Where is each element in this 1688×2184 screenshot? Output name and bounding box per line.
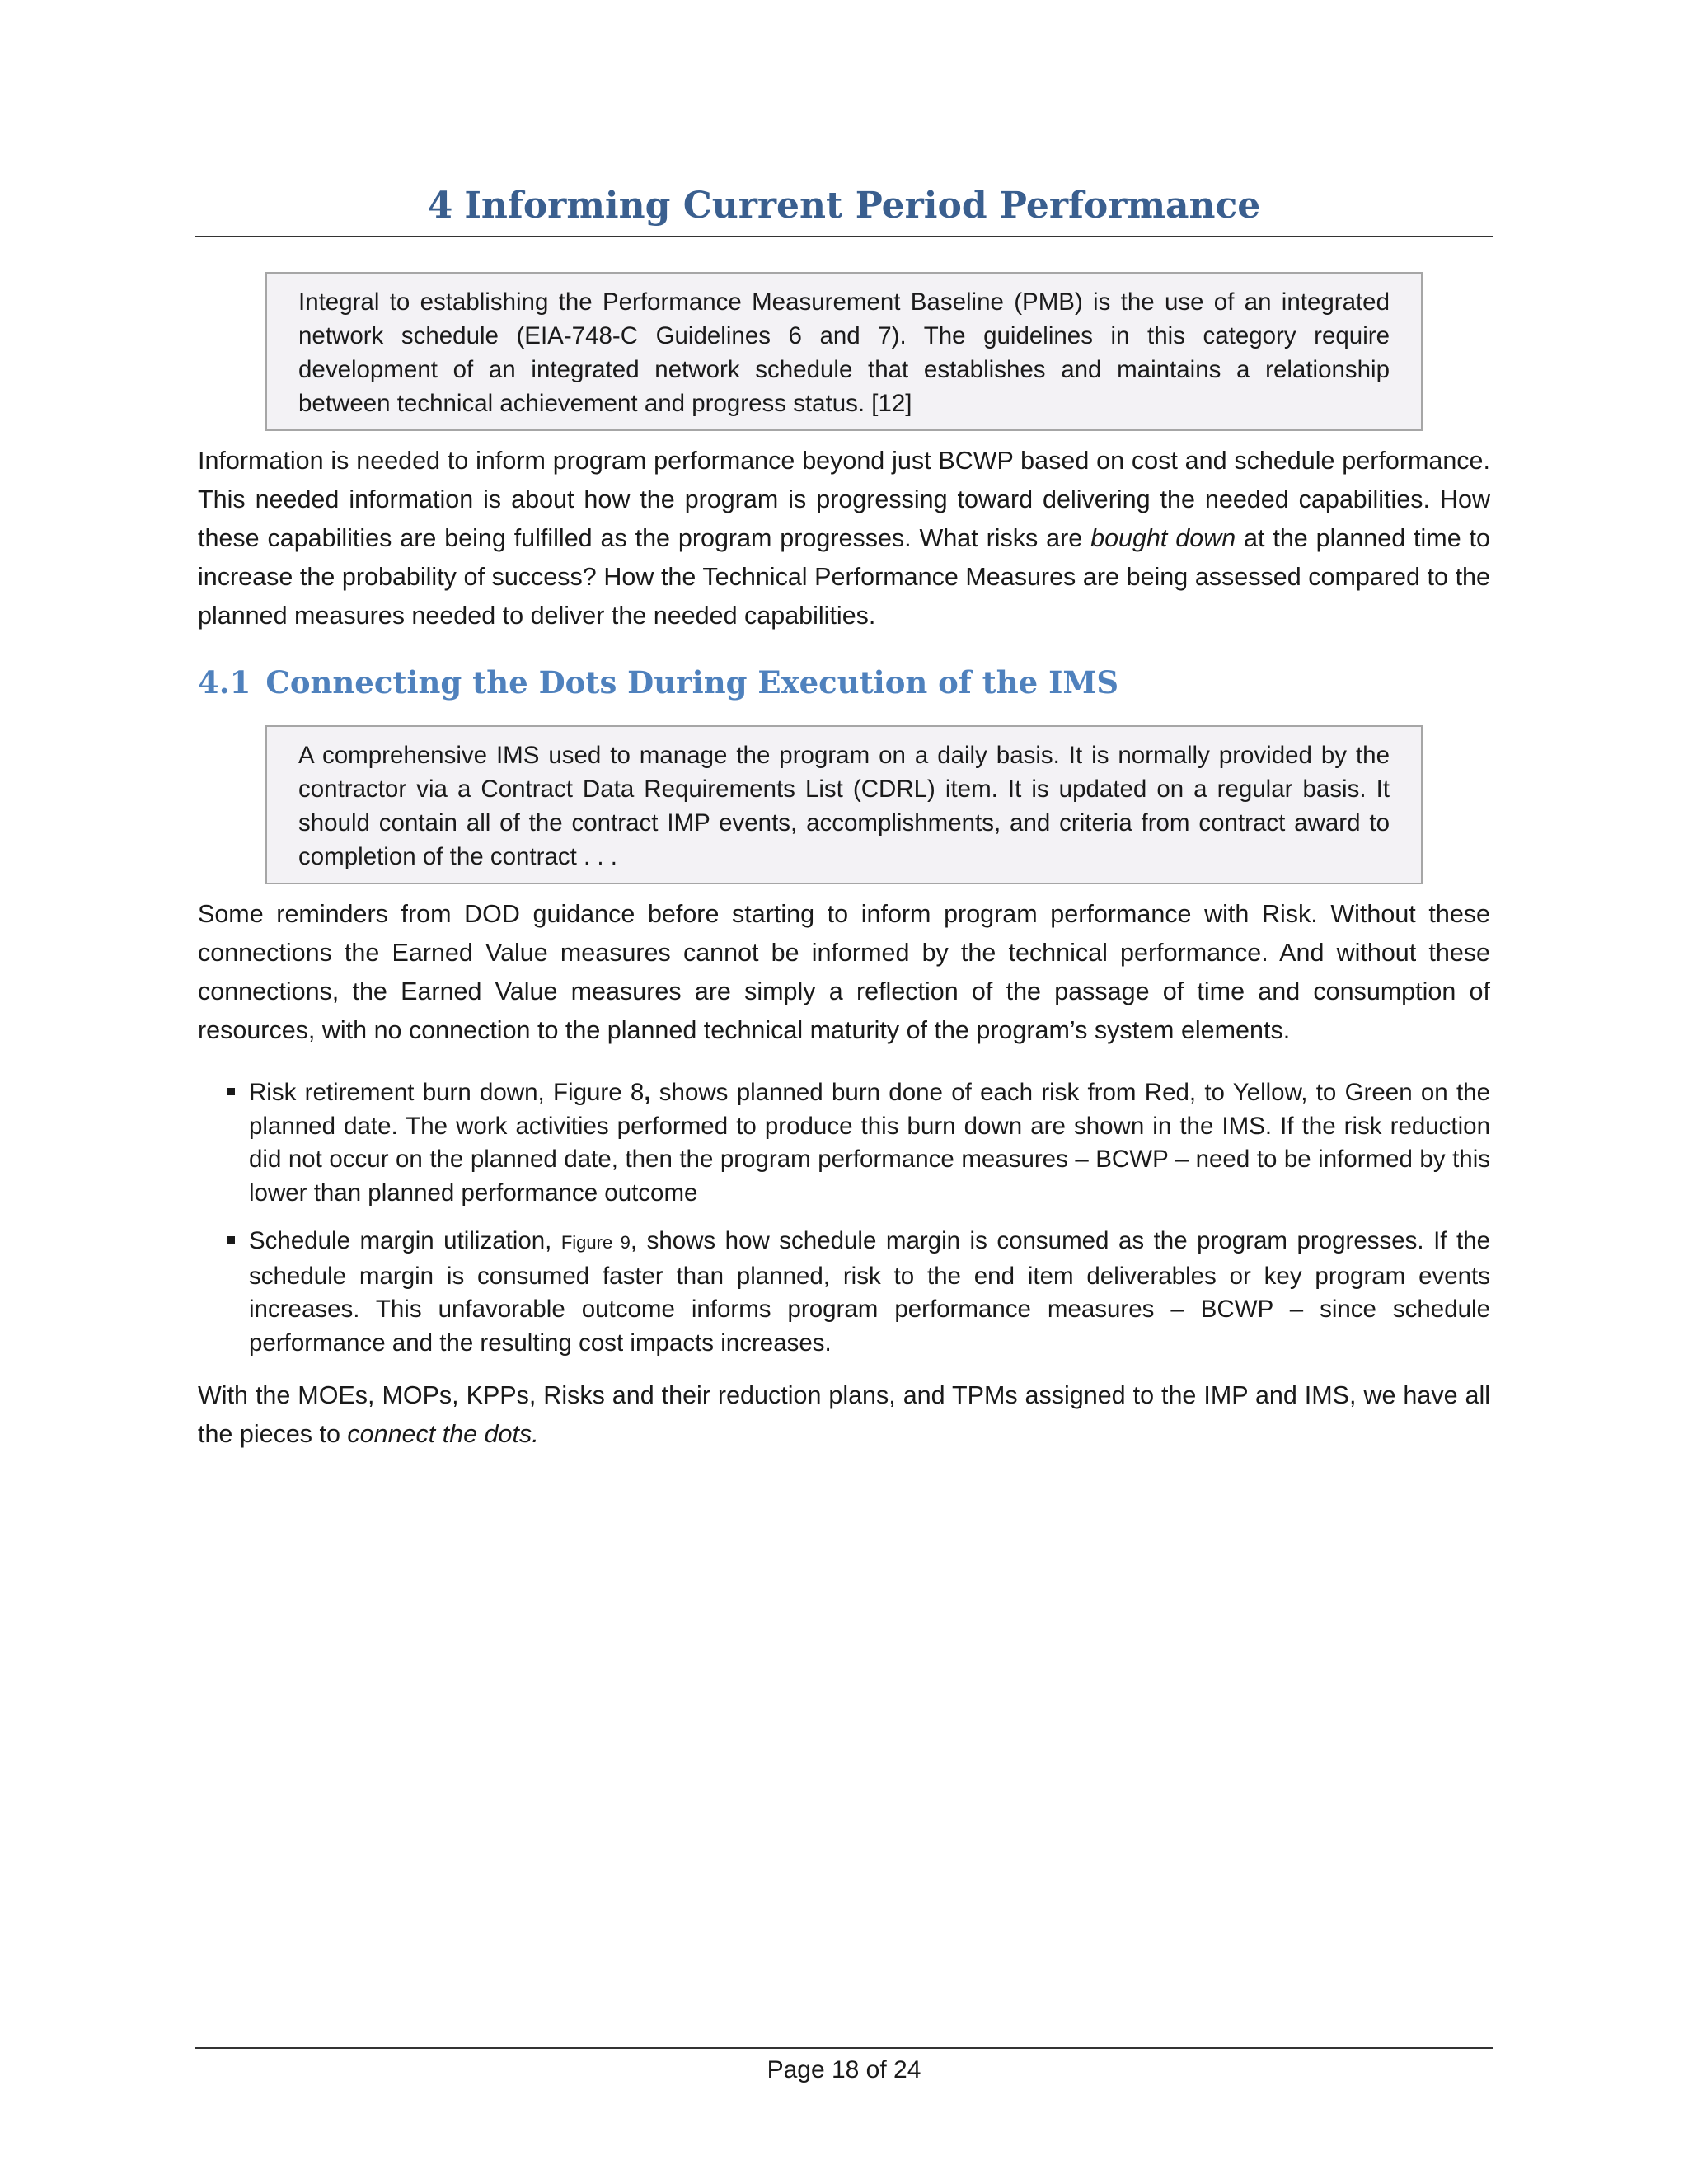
ims-definition-text: A comprehensive IMS used to manage the program on a daily basis. It is normally provided by the contractor via a Contract Data Requirements List (CDRL) item. It is updated on a regular basis. It should contain all of the contract IMP events, accomplishments, and criteria from contract award to completion of the contract . . . xyxy=(298,742,1390,870)
intro-emphasis: bought down xyxy=(1090,524,1236,552)
square-bullet-icon xyxy=(227,1236,235,1244)
guideline-quote-text: Integral to establishing the Performance Measurement Baseline (PMB) is the use of an integrated network schedule (EIA-748-C Guidelines 6 and 7). The guidelines in this category require development of an integrated network schedule that establishes and maintains a relationship between technical achievement and progress status. [12] xyxy=(298,288,1390,417)
bullet-list xyxy=(227,1076,1490,1375)
square-bullet-icon xyxy=(227,1088,235,1095)
intro-text-start: Information is needed to inform program performance beyond just BCWP based on cost and schedule performance. This needed information is about how the program is progressing toward delivering the needed capabilities. How these capabilities are being fulfilled as the program progresses. What risks are xyxy=(198,447,1490,552)
intro-paragraph xyxy=(198,442,1490,635)
chapter-heading xyxy=(195,180,1493,232)
section-heading xyxy=(198,659,1118,705)
bullet-text-start: Risk retirement burn down, Figure 8 xyxy=(249,1079,645,1106)
bullet-text-end: shows planned burn done of each risk from Red, to Yellow, to Green on the planned date. The work activities performed to produce this burn down are shown in the IMS. If the risk reduction did not occur on the planned date, then the program performance measures – BCWP – need to be informed by this lower than planned performance outcome xyxy=(249,1079,1490,1207)
ims-definition-quote-box xyxy=(265,725,1423,884)
closing-text: With the MOEs, MOPs, KPPs, Risks and their reduction plans, and TPMs assigned to the IMP and IMS, we have all the pieces to xyxy=(198,1381,1490,1448)
bullet-text-start: Schedule margin utilization, xyxy=(249,1227,561,1254)
bullet-bold-comma: , xyxy=(644,1079,651,1106)
bullet-text-end: , shows how schedule margin is consumed as the program progresses. If the schedule margin is consumed faster than planned, risk to the end item deliverables or key program events increases. This unfavorable outcome informs program performance measures – BCWP – since schedule performance and the resulting cost impacts increases. xyxy=(249,1227,1490,1357)
closing-emphasis: connect the dots. xyxy=(347,1420,539,1448)
reminders-text: Some reminders from DOD guidance before starting to inform program performance with Risk. Without these connections the Earned Value measures cannot be informed by the technical performance. And without these connections, the Earned Value measures are simply a reflection of the passage of time and consumption of resources, with no connection to the planned technical maturity of the program’s system elements. xyxy=(198,900,1490,1044)
closing-paragraph xyxy=(198,1376,1490,1454)
list-item xyxy=(227,1225,1490,1360)
chapter-title-text: Informing Current Period Performance xyxy=(464,185,1261,227)
reminders-paragraph xyxy=(198,895,1490,1050)
intro-text-end: at the planned time to increase the probability of success? How the Technical Performance Measures are being assessed compared to the planned measures needed to deliver the needed capabilities. xyxy=(198,524,1490,630)
figure-reference: Figure 9 xyxy=(560,1232,631,1253)
section-title-text: Connecting the Dots During Execution of the IMS xyxy=(265,664,1119,701)
page-number: Page 18 of 24 xyxy=(767,2056,921,2083)
footer-divider xyxy=(195,2047,1493,2049)
chapter-number: 4 xyxy=(427,185,453,227)
heading-divider xyxy=(195,236,1493,237)
section-number: 4.1 xyxy=(198,664,251,701)
list-item xyxy=(227,1076,1490,1210)
guideline-quote-box xyxy=(265,272,1423,431)
